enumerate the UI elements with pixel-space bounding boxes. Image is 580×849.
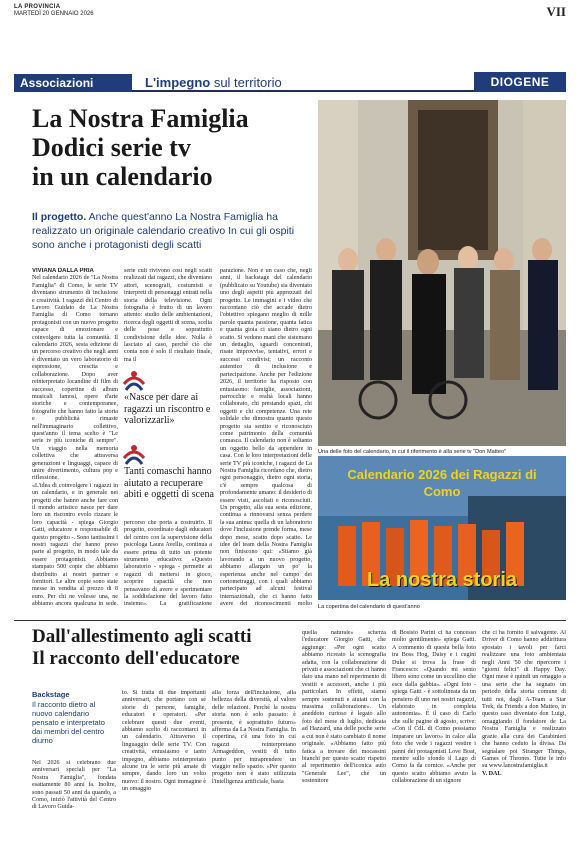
body-text: Nel calendario 2026 de "La Nostra Famiglia" di Como, le serie TV diventano strumento di inclusione e creatività. I ragazzi del Centro di Lavoro Guidato de La Nostra Famiglia di Como tornano protagonisti con un nuovo progetto capace di emozionare e coinvolgere tutta la comunità. Il calendario 2026, sesta edizione di un percorso creativo che negli anni è diventato un vero laboratorio di espressione, crescita e collaborazione. Dopo aver reinterpretato locandine di film di successo, copertine di album musicali famosi, opere d'arte storiche e contemporanee, fotografie che hanno fatto la storia e pubblicità rimaste nell'immaginario collettivo, quest'anno il tema scelto è "Le serie tv più iconiche di sempre". Un viaggio nella memoria collettiva che attraversa generazioni e linguaggi, capace di unire divertimento, cultura pop e riflessione. xyxy=(32,275,118,482)
headline-line: Il racconto dell'educatore xyxy=(32,648,240,669)
byline: VIVIANA DALLA PRIA xyxy=(32,268,94,274)
headline-line: in un calendario xyxy=(32,162,213,191)
article2-col-6 xyxy=(482,630,566,840)
calendar-title: Calendario 2026 dei Ragazzi di Como xyxy=(347,467,537,499)
article-deck xyxy=(32,210,297,252)
newspaper-name: LA PROVINCIA xyxy=(14,4,61,10)
column-3 xyxy=(220,268,312,608)
body-text: parazione. Non è un caso che, negli anni, il backstage del calendario (pubblicato su Youtube) sia diventato uno degli aspetti più apprezzati del progetto. Le immagini e i video che raccontano ciò che accade dietro l'obiettivo spiegano meglio di mille parole quanta passione, quanta fatica e quanta gioia ci siano dietro ogni scatto. Si vedono mani che sistemano un dettaglio, sguardi concentrati, risate improvvise, tentativi, errori e successi condivisi; un racconto autentico di inclusione e partecipazione. Anche per l'edizione 2026, il territorio ha risposto con entusiasmo: famiglie, associazioni, parrocchie e realtà locali hanno collaborato, chi prestando spazi, chi oggetti e chi competenze. Una rete solidale che dimostra quanto questo progetto sia sentito e riconosciuto come patrimonio della comunità comasca. Il calendario non è soltanto un oggetto bello da appendere in casa. Con le loro interpretazioni delle serie TV più iconiche, i ragazzi de La Nostra Famiglia ricordano che, dietro ogni personaggio, dietro ogni storia, c'è sempre qualcosa di profondamente umano: il desiderio di essere visti, ascoltati e riconosciuti. Un progetto, alla sua sesta edizione, continua a rinnovarsi senza perdere la sua anima: quella di un laboratorio dove l'inclusione prende forma, mese dopo mese, scatto dopo scatto. Le idee del team della Nostra Famiglia non finiscono qui: «Stiamo già lavorando a un nuovo progetto, abbiamo allargato un po' la esperienza anche nel campo dei cortometraggi, con i quali abbiamo partecipato ad alcuni festival internazionali, che ci hanno fatto avere dei riconoscimenti molto xyxy=(220,268,312,608)
body-text: alla forza dell'inclusione, alla bellezza della diversità, al valore delle relazioni. Perché la nostra storia non è solo passato: è presente, è soprattutto futuro» afferma da La Nostra Famiglia. In copertina, c'è una foto in cui ragazzi reinterpretano Armageddon, vestiti di tutto punto per intraprendere un viaggio nello spazio. «Per questo progetto non è stato utilizzata l'intelligenza artificiale, basta xyxy=(212,690,296,785)
group-photo-illustration xyxy=(318,100,566,446)
hands-logo-icon xyxy=(120,366,148,394)
headline-line: La Nostra Famiglia xyxy=(32,104,249,133)
issue-date: MARTEDÌ 20 GENNAIO 2026 xyxy=(14,11,94,17)
section-divider xyxy=(14,620,566,621)
article2-col-4 xyxy=(302,630,386,840)
body-text: «L'idea di coinvolgere i ragazzi in un calendario, e in generale nei progetti che hanno anche fare con il mondo artistico nasce per dare loro un riscontro evolo rizzare le loro capacità - spiega Giorgio Gatti, educatore e responsabile di questo progetto -. Sono tantissimi i nostri ragazzi che hanno preso parte al progetto, in modo tale da essere protagonisti. Abbiamo stampato 500 copie che abbiamo distribuito ai nostri partner e fornitori. Le altre copie sono state messe in vendita al prezzo di 8 euro. Per chi ne volesse una, ne abbiamo ancora qualcuna in sede. xyxy=(32,482,118,608)
article2-col-2 xyxy=(122,690,206,840)
photo-caption-2: La copertina del calendario di quest'anno xyxy=(318,604,420,610)
body-text: serie cult rivivono così negli scatti realizzati dai ragazzi, che diventano attori, scenografi, costumisti e interpreti di personaggi entrati nella storia della televisione. Ogni fotografia è frutto di un lavoro attento: studio delle ambientazioni, ricerca degli oggetti di scena, scelta delle pose e soprattutto condivisione delle idee. Nulla è lasciato al caso, perché ciò che conta non è solo il risultato finale, ma il xyxy=(124,268,212,363)
column-2-bottom xyxy=(124,520,212,608)
article2-kicker: Backstage xyxy=(32,690,70,699)
body-text: Nel 2026 si celebrano due anniversari speciali per "La Nostra Famiglia", fondata esattamente 80 anni fa. Inoltre, sono passati 50 anni da quando, a Como, iniziò l'attività del Centro di Lavoro Guida- xyxy=(32,760,116,811)
rubric-subtitle xyxy=(145,74,282,92)
photo-caption-1: Una delle foto del calendario, in cui il riferimento è alla serie tv "Don Matteo" xyxy=(318,449,507,455)
brand-logo: DIOGENE xyxy=(474,72,566,92)
photo-don-matteo xyxy=(318,100,566,446)
pull-quote-1: «Nasce per dare ai ragazzi un riscontro e valorizzarli» xyxy=(124,392,211,426)
article2-col-5 xyxy=(392,630,476,840)
masthead xyxy=(14,4,94,18)
body-text: di Bosisio Parini ci ha concesso molto gentilmente» spiega Gatti. A commento di questa bella foto tra Boss Hog, Daisy e i cugini Duke si trova la frase di Francesco: «Quando mi sento libero sono come un uccellino che esce dalla gabbia». «Ogni foto - spiega Gatti - è sottolineata da un pensiero di uno nei nostri ragazzi, elaborato in completa autonomia». È il caso di Carlo che sulle pagine di agosto, scrive: «Con il CdL di Como possiamo imparare un lavoro» in calce alla foto che vede i ragazzi vestire i panni dei protagonisti Love Boat, mentre sullo sfondo il Lago di Como fa da cornice. «Anche per questo scatto abbiamo avuto la collaborazione di un signore xyxy=(392,630,476,785)
article2-col-3 xyxy=(212,690,296,840)
deck-lead: Il progetto. xyxy=(32,211,87,223)
hands-logo-icon xyxy=(120,440,148,468)
column-1 xyxy=(32,268,118,608)
body-text: percorso che porta a costruirlo. Il progetto, coordinato dagli educatori del centro con la supervisione della psicologa Laura Avellis, continua a essere prima di tutto un potente strumento educativo: «Questo laboratorio - spiega - permette ai ragazzi di mettersi in gioco, scoprire capacità che non pensavano di avere e sperimentare la soddisfazione del lavoro fatto insieme». La gratificazione xyxy=(124,520,212,608)
pull-quote-2: Tanti comaschi hanno aiutato a recuperare abiti e oggetti di scena xyxy=(124,466,214,500)
article2-headline xyxy=(32,626,332,670)
signature: V. DAL xyxy=(482,770,502,777)
rubric-sub-rest: sul territorio xyxy=(213,75,282,90)
article2-col-1 xyxy=(32,760,116,840)
body-text: che ci ha fornito il salvagente. Al Driver di Como hanno addirittura spostato i tavoli per farci realizzare una foto ambientata negli Anni '50 che ripercorre i "giorni felici" di Happy Day. Ogni mese è quindi un omaggio a una serie che ha segnato un periodo della storia comune di tutti noi, dagli A-Team a Star Trek, da Friends a don Matteo, in questo caso diventato don Luigi, omaggiando il fondatore de La Nostra Famiglia e realizzato grazie alla cura dei Carabinieri che hanno ceduto la divisa. Da segnalare poi Stranger Things, Games of Thrones. Tutte le info su www.lanostrafamiglia.it xyxy=(482,630,566,770)
page-number: VII xyxy=(546,4,566,19)
rubric-sub-bold: L'impegno xyxy=(145,75,211,90)
body-text: to. Si tratta di due importanti anniversari, che portano con sé storie di persone, famiglie, educatori e operatori. «Per celebrare questi due eventi, abbiamo scelto di raccontarci in un calendario. Attraverso il linguaggio delle serie TV. Con creatività, entusiasmo e tanto impegno, abbiamo reinterpretato alcune tra le serie più amate di sempre, dando loro un volto nuovo: il nostro. Ogni immagine è un omaggio xyxy=(122,690,206,793)
body-text: quella naturale» scherza l'educatore Giorgio Gatti, che aggiunge: «Per ogni scatto abbiamo ricreato la scenografia adatta, con la collaborazione di privati e associazioni che ci hanno dato una mano nel reperimento di vestiti e accessori, anche i più particolari. In effetti, siamo sempre sostenuti e aiutati con la massima collaborazione». Un aneddoto curioso è legato allo foto del mese di luglio, dedicata ad Hazzard, una delle poche serie a cui non è stato cambiato il nome originale. «Abbiamo fatto più fatica a trovare dei mocassini bianchi per questo scatto rispetto al reperimento dell'iconica auto "Generale Lee", che un sostenitore xyxy=(302,630,386,785)
article2-deck: Il racconto dietro al nuovo calendario pensato e interpretato dai membri del centro diurno xyxy=(32,700,105,745)
column-2-top xyxy=(124,268,212,364)
deck-text: Anche quest'anno La Nostra Famiglia ha realizzato un originale calendario creativo In cui gli ospiti sono anche i protagonisti degli scatti xyxy=(32,211,295,251)
section-tag: Associazioni xyxy=(14,74,132,92)
headline-line: Dodici serie tv xyxy=(32,133,191,162)
calendar-banner: La nostra storia xyxy=(366,569,518,591)
headline-line: Dall'allestimento agli scatti xyxy=(32,626,252,647)
main-headline xyxy=(32,104,282,191)
